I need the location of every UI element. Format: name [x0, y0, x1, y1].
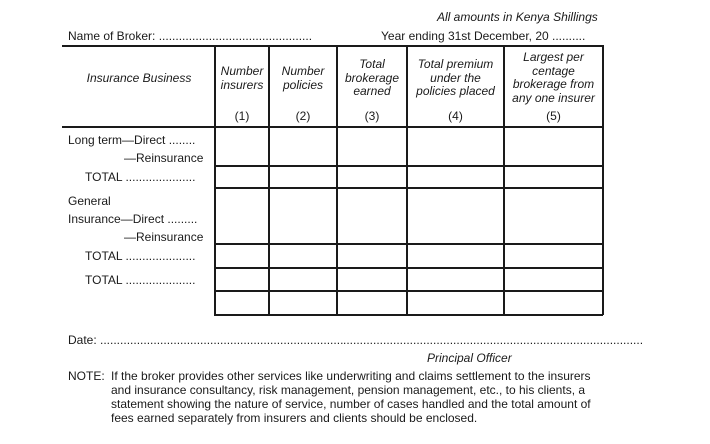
col-number-4: (4): [448, 109, 463, 123]
row-rule: [214, 243, 603, 245]
heading-line: brokerage: [344, 70, 400, 85]
col-number-1: (1): [234, 109, 250, 123]
row-label-long-term-direct: Long term—Direct ........: [68, 133, 196, 147]
heading-line: earned: [353, 84, 391, 98]
col-heading-largest-percentage: [505, 51, 602, 105]
table-bottom-rule: [214, 314, 603, 316]
row-rule: [214, 165, 603, 167]
signature-line[interactable]: ..........................................................................................: [343, 333, 644, 347]
row-label-general-reinsurance: —Reinsurance: [124, 230, 204, 244]
col-number-2: (2): [295, 109, 311, 123]
note-text-line: and insurance consultancy, risk management, pension management, etc., to his clients, a: [111, 383, 586, 397]
row-label-total: TOTAL .....................: [85, 170, 196, 184]
heading-line: brokerage from: [512, 77, 595, 91]
heading-line: policies: [282, 77, 324, 92]
heading-line: insurers: [220, 77, 264, 92]
row-label-general-direct: Insurance—Direct .........: [68, 212, 198, 226]
heading-line: Number: [281, 64, 325, 78]
col-heading-number-policies: [270, 65, 336, 92]
heading-line: under the: [430, 70, 481, 85]
row-label-total: TOTAL .....................: [85, 273, 196, 287]
broker-name-field[interactable]: Name of Broker: ..............................................: [68, 29, 313, 43]
year-ending-field[interactable]: Year ending 31st December, 20 ..........: [381, 29, 586, 43]
row-label-long-term-reinsurance: —Reinsurance: [124, 151, 204, 165]
note-text-line: If the broker provides other services like underwriting and claims settlement to the insurers: [111, 369, 591, 383]
heading-line: Total: [359, 57, 385, 71]
col-heading-total-brokerage: [338, 58, 406, 99]
row-label-general: General: [68, 194, 111, 208]
heading-line: Total premium: [417, 57, 494, 71]
col-heading-insurance-business: [66, 72, 212, 86]
principal-officer-label: Principal Officer: [427, 351, 512, 365]
heading-line: centage: [532, 63, 575, 78]
column-rule: [602, 45, 604, 315]
col-heading-total-premium: [408, 58, 503, 99]
table-top-rule: [62, 45, 603, 47]
amounts-note: All amounts in Kenya Shillings: [437, 10, 598, 24]
row-rule: [214, 187, 603, 189]
note-label: NOTE:: [68, 369, 105, 383]
col-number-5: (5): [546, 109, 561, 123]
note-text-line: statement showing the nature of service, number of cases handled and the total amount of: [111, 397, 591, 411]
row-rule: [214, 290, 603, 292]
col-heading-number-insurers: [216, 65, 268, 92]
heading-line: any one insurer: [512, 90, 595, 105]
row-rule: [214, 267, 603, 269]
header-bottom-rule: [62, 126, 603, 128]
heading-line: policies placed: [416, 84, 495, 98]
row-label-total: TOTAL .....................: [85, 249, 196, 263]
date-field[interactable]: Date: .........................................................................: [68, 333, 344, 347]
heading-line: Number: [220, 64, 264, 78]
note-text-line: fees earned separately from insurers and clients should be enclosed.: [111, 411, 478, 425]
heading-line: Insurance Business: [86, 71, 192, 85]
col-number-3: (3): [364, 109, 380, 123]
heading-line: Largest per: [523, 50, 584, 64]
